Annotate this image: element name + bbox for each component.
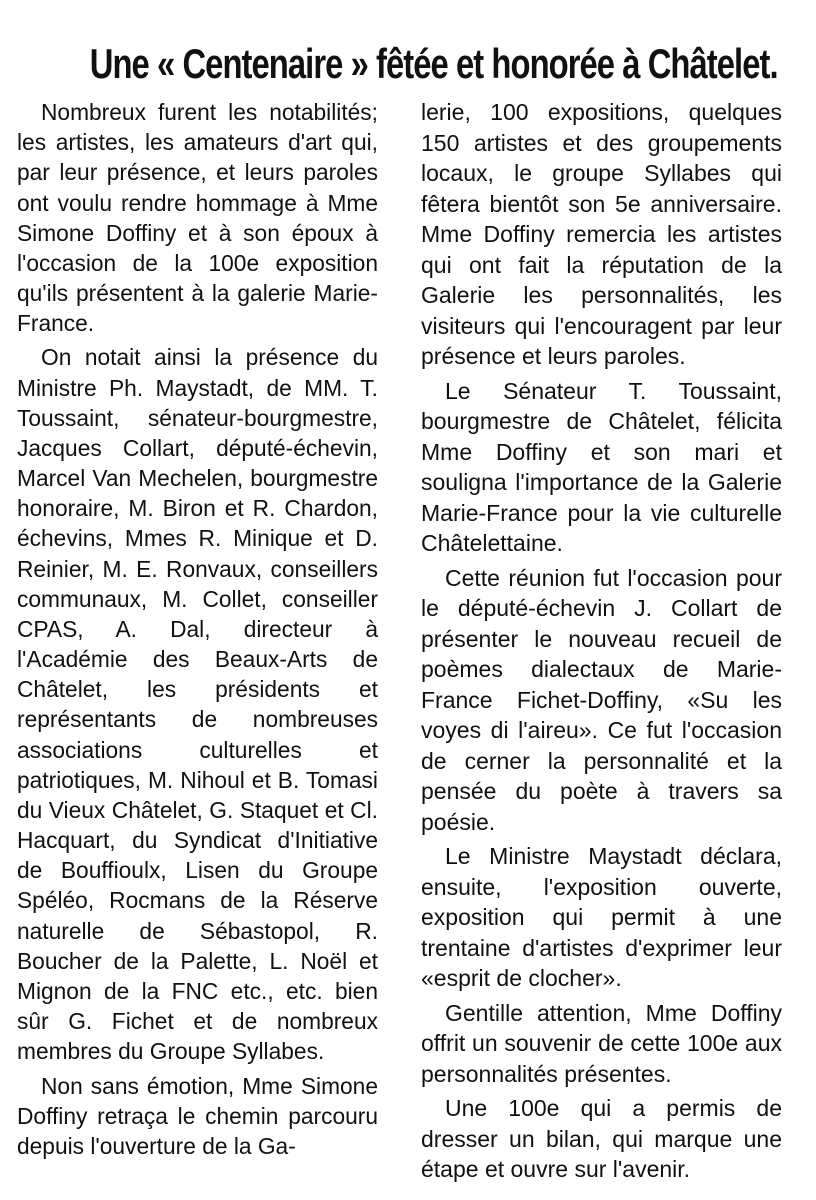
paragraph: Cette réunion fut l'occasion pour le député-échevin J. Collart de présenter le nouveau recueil de poèmes dialectaux de Marie-France Fichet-Doffiny, «Su les voyes di l'aireu». Ce fut l'occasion de cerner la personnalité et la pensée du poète à travers sa poésie. xyxy=(421,564,782,835)
article-headline: Une « Centenaire » fêtée et honorée à Châtelet. xyxy=(89,40,778,88)
paragraph: lerie, 100 expositions, quelques 150 artistes et des groupements locaux, le groupe Syllabes qui fêtera bientôt son 5e anniversaire. Mme Doffiny remercia les artistes qui ont fait la réputation de la Galerie les personnalités, les visiteurs qui l'encouragent par leur présence et leurs paroles. xyxy=(421,99,782,369)
paragraph: Nombreux furent les notabilités; les artistes, les amateurs d'art qui, par leur présence, et leurs paroles ont voulu rendre hommage à Mme Simone Doffiny et à son époux à l'occasion de la 100e exposition qu'ils présentent à la galerie Marie-France. xyxy=(17,99,378,337)
paragraph: On notait ainsi la présence du Ministre Ph. Maystadt, de MM. T. Toussaint, sénateur-bourgmestre, Jacques Collart, député-échevin, Marcel Van Mechelen, bourgmestre honoraire, M. Biron et R. Chardon, échevins, Mmes R. Minique et D. Reinier, M. E. Ronvaux, conseillers communaux, M. Collet, conseiller CPAS, A. Dal, directeur à l'Académie des Beaux-Arts de Châtelet, les présidents et représentants de nombreuses associations culturelles et patriotiques, M. Nihoul et B. Tomasi du Vieux Châtelet, G. Staquet et Cl. Hacquart, du Syndicat d'Initiative de Bouffioulx, Lisen du Groupe Spéléo, Rocmans de la Réserve naturelle de Sébastopol, R. Boucher de la Palette, L. Noël et Mignon de la FNC etc., etc. bien sûr G. Fichet et de nombreux membres du Groupe Syllabes. xyxy=(17,344,378,1065)
paragraph: Le Sénateur T. Toussaint, bourgmestre de Châtelet, félicita Mme Doffiny et son mari et souligna l'importance de la Galerie Marie-France pour la vie culturelle Châtelettaine. xyxy=(421,377,782,556)
paragraph: Non sans émotion, Mme Simone Doffiny retraça le chemin parcouru depuis l'ouverture de la Ga- xyxy=(17,1072,378,1159)
paragraph: Le Ministre Maystadt déclara, ensuite, l'exposition ouverte, exposition qui permit à une trentaine d'artistes d'exprimer leur «esprit de clocher». xyxy=(421,843,782,991)
article-column-right xyxy=(421,97,782,1189)
paragraph: Une 100e qui a permis de dresser un bilan, qui marque une étape et ouvre sur l'avenir. xyxy=(421,1095,782,1182)
paragraph: Gentille attention, Mme Doffiny offrit un souvenir de cette 100e aux personnalités présentes. xyxy=(421,999,782,1087)
article-column-left xyxy=(17,97,378,1165)
